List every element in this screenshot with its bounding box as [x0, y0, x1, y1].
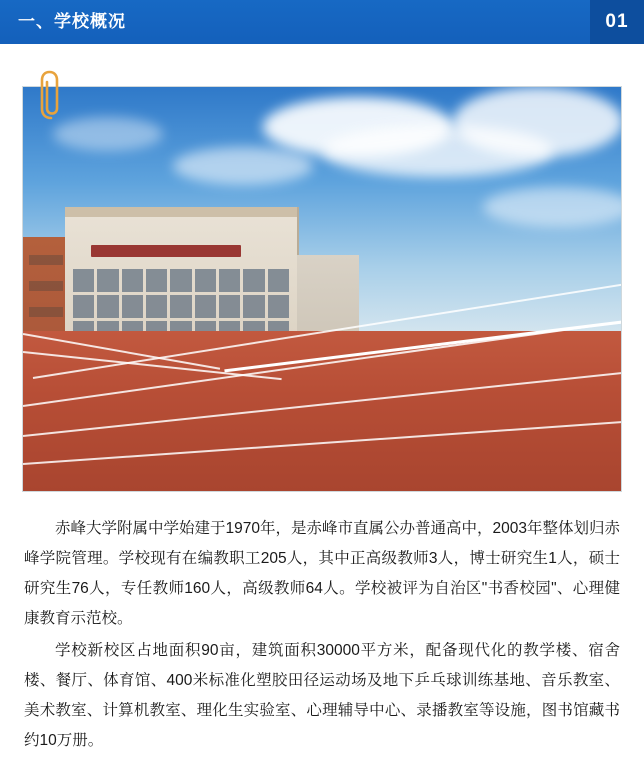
body-text	[24, 514, 620, 756]
cloud	[53, 117, 163, 151]
campus-photo	[22, 86, 622, 492]
cloud	[483, 187, 621, 227]
photo-block	[22, 68, 622, 492]
section-header	[0, 0, 644, 44]
paragraph-2: 学校新校区占地面积90亩，建筑面积30000平方米，配备现代化的教学楼、宿舍楼、餐厅、体育馆、400米标准化塑胶田径运动场及地下乒乓球训练基地、音乐教室、美术教室、计算机教室、理化生实验室、心理辅导中心、录播教室等设施，图书馆藏书约10万册。	[24, 642, 620, 749]
page-title: 一、学校概况	[18, 12, 126, 31]
section-number-badge	[590, 0, 644, 44]
paperclip-icon	[38, 68, 64, 122]
paragraph-1: 赤峰大学附属中学始建于1970年，是赤峰市直属公办普通高中，2003年整体划归赤峰学院管理。学校现有在编教职工205人，其中正高级教师3人，博士研究生1人，硕士研究生76人，专任教师160人，高级教师64人。学校被评为自治区"书香校园"、心理健康教育示范校。	[24, 520, 620, 627]
building-sign	[91, 245, 241, 257]
cloud	[453, 87, 621, 157]
cloud	[173, 147, 313, 185]
section-number: 01	[605, 11, 629, 32]
running-track	[23, 331, 621, 491]
